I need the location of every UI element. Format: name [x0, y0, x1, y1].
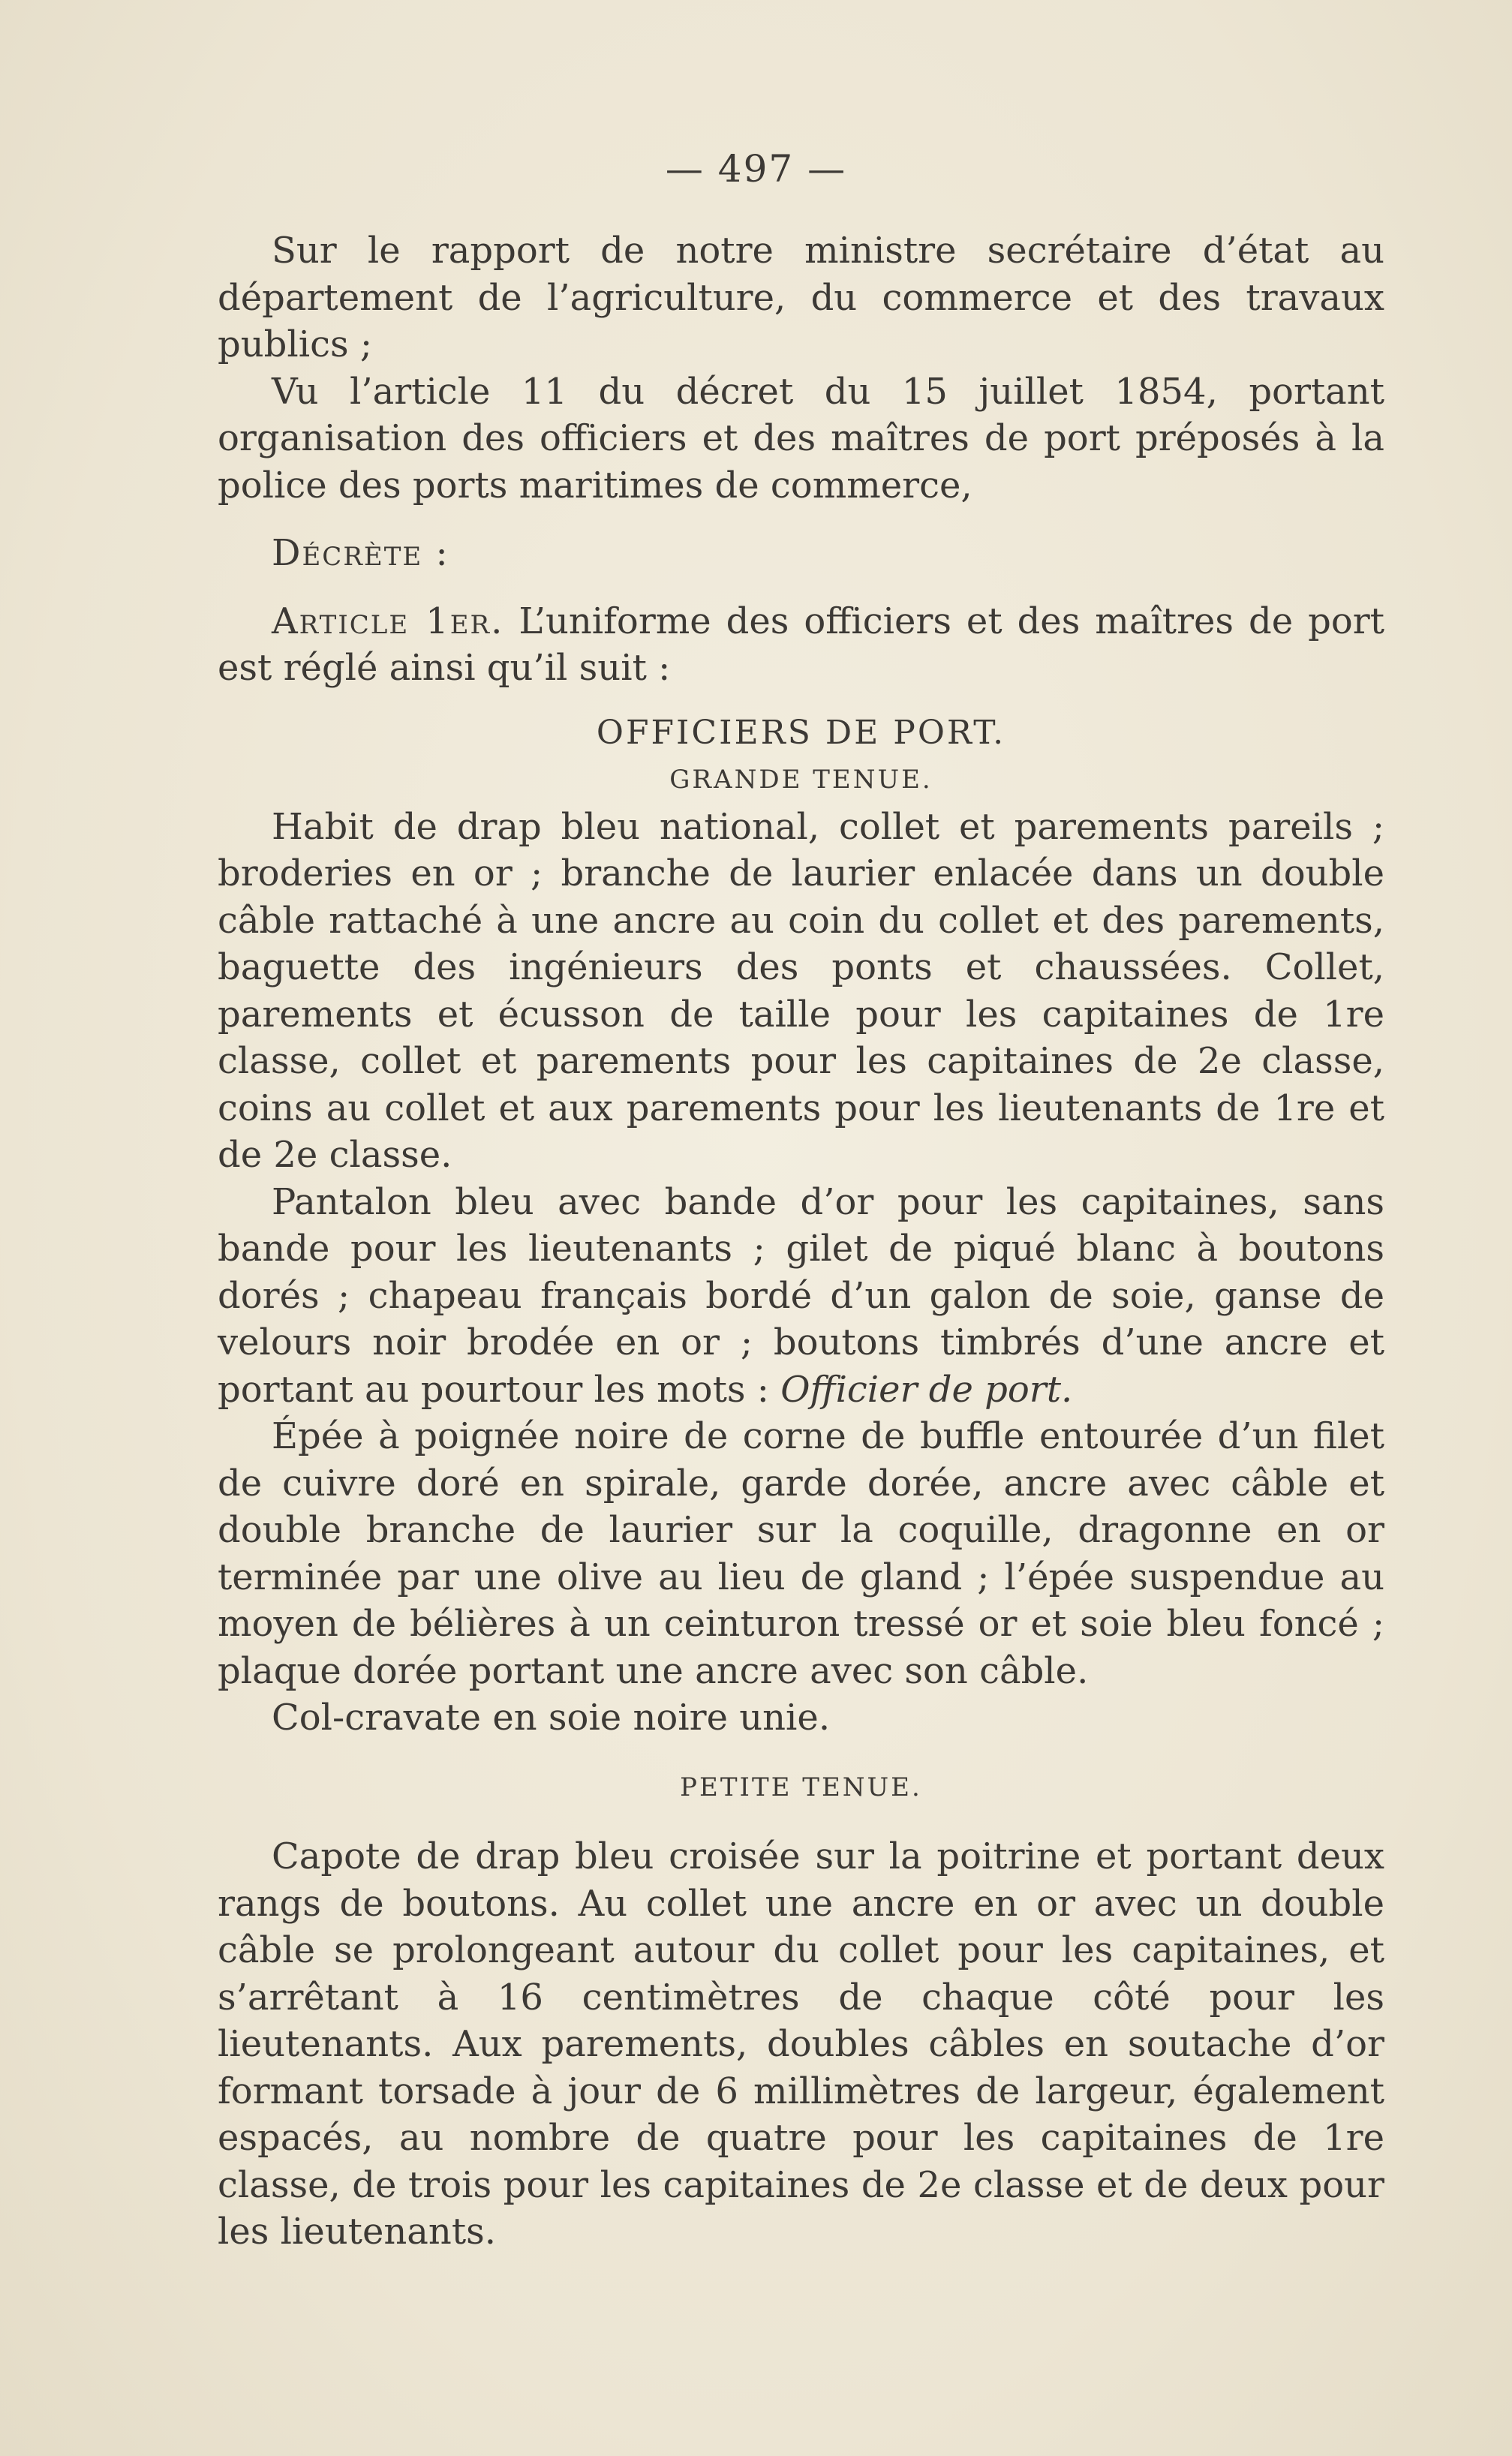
paragraph-pantalon-text: Pantalon bleu avec bande d’or pour les capitaines, sans bande pour les lieutenants ; gilet de piqué blanc à boutons dorés ; chapeau français bordé d’un galon de soie, ganse de velours noir brodée en or ; boutons timbrés d’une ancre et portant au pourtour les mots : — [218, 1180, 1384, 1411]
article-text: L’uniforme des officiers et des maîtres de port est réglé ainsi qu’il suit : — [218, 600, 1384, 689]
page-number: — 497 — — [665, 147, 847, 191]
paragraph-epee: Épée à poignée noire de corne de buffle entourée d’un filet de cuivre doré en spirale, garde dorée, ancre avec câble et double branche de laurier sur la coquille, dragonne en or terminée par une olive au lieu de gland ; l’épée suspendue au moyen de bélières à un ceinturon tressé or et soie bleu foncé ; plaque dorée portant une ancre avec son câble. — [218, 1415, 1384, 1692]
paragraph-habit: Habit de drap bleu national, collet et parements pareils ; broderies en or ; branche de laurier enlacée dans un double câble rattaché à une ancre au coin du collet et des parements, baguette des ingénieurs des ponts et chaussées. Collet, parements et écusson de taille pour les capitaines de 1re classe, collet et parements pour les capitaines de 2e classe, coins au collet et aux parements pour les lieutenants de 1re et de 2e classe. — [218, 805, 1384, 1176]
heading-officiers-de-port: OFFICIERS DE PORT. — [596, 713, 1006, 752]
paragraph-pantalon — [218, 1179, 1384, 1414]
intro-paragraph-1: Sur le rapport de notre ministre secrétaire d’état au département de l’agriculture, du commerce et des travaux publics ; — [218, 230, 1384, 365]
decrete-heading: Décrète : — [272, 532, 449, 574]
heading-grande-tenue: GRANDE TENUE. — [669, 765, 933, 795]
body-text — [218, 227, 1384, 2256]
paragraph-pantalon-italic: Officier de port. — [780, 1368, 1073, 1411]
article-label: Article 1er. — [272, 600, 504, 642]
article-paragraph — [218, 598, 1384, 692]
paragraph-capote: Capote de drap bleu croisée sur la poitrine et portant deux rangs de boutons. Au collet une ancre en or avec un double câble se prolongeant autour du collet pour les capitaines, et s’arrêtant à 16 centimètres de chaque côté pour les lieutenants. Aux parements, doubles câbles en soutache d’or formant torsade à jour de 6 millimètres de largeur, également espacés, au nombre de quatre pour les capitaines de 1re classe, de trois pour les capitaines de 2e classe et de deux pour les lieutenants. — [218, 1835, 1384, 2253]
intro-paragraph-2: Vu l’article 11 du décret du 15 juillet 1854, portant organisation des officiers et des maîtres de port préposés à la police des ports maritimes de commerce, — [218, 370, 1384, 507]
paragraph-col: Col-cravate en soie noire unie. — [272, 1697, 831, 1739]
heading-petite-tenue: PETITE TENUE. — [680, 1772, 922, 1802]
